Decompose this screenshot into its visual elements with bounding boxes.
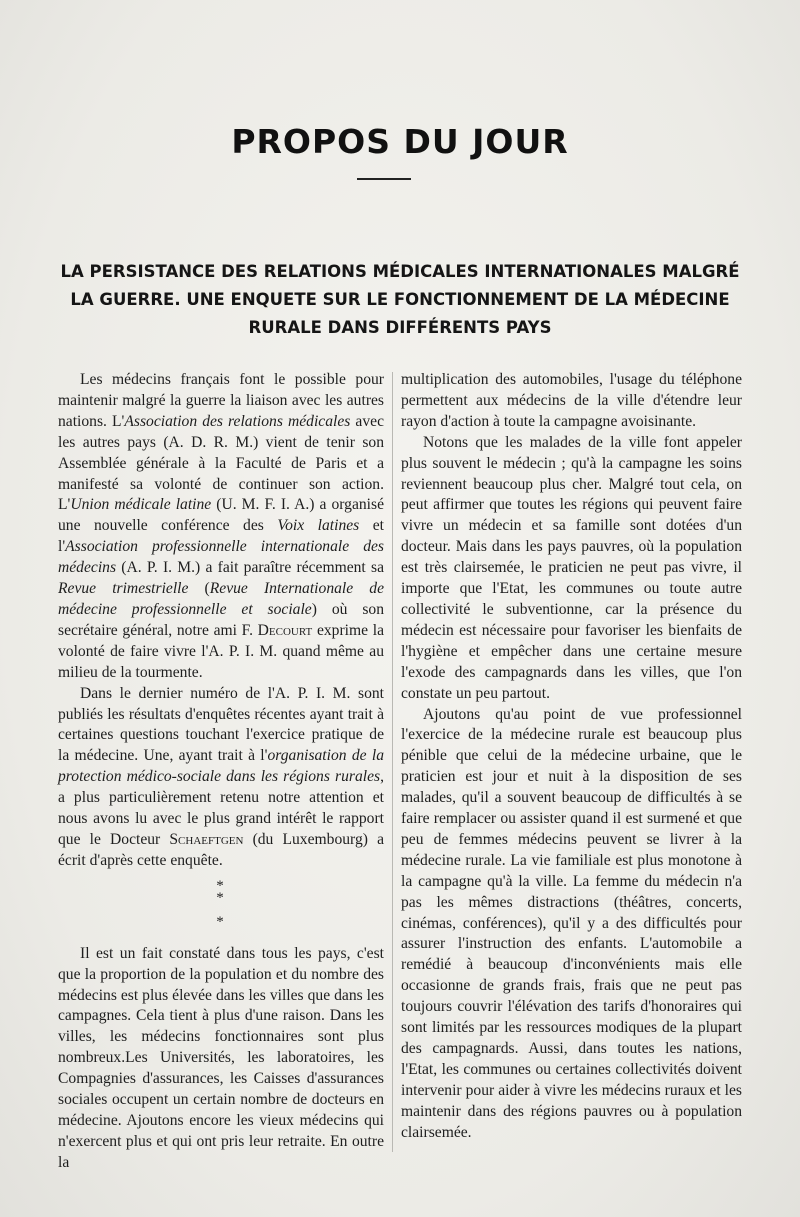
title-rule: [357, 178, 411, 180]
article-subtitle: LA PERSISTANCE DES RELATIONS MÉDICALES INTERNATIONALES MALGRÉ LA GUERRE. UNE ENQUETE SUR LE FONCTIONNEMENT DE LA MÉDECINE RURALE DANS DIFFÉRENTS PAYS: [60, 262, 740, 337]
section-separator-asterism: * * *: [216, 877, 226, 930]
paragraph: multiplication des automobiles, l'usage du téléphone permettent aux médecins de la ville d'étendre leur rayon d'action à toute la campagne avoisinante.: [401, 371, 742, 430]
paragraph: Ajoutons qu'au point de vue professionnel l'exercice de la médecine rurale est beaucoup plus pénible que celui de la médecine urbaine, que le praticien est jour et nuit à la disposition de ses malades, qu'il a souvent beaucoup de difficultés à se faire remplacer ou assister quand il est surmené et que peu de femmes médecins peuvent se livrer à la médecine rurale. La vie familiale est plus monotone à la campagne qu'à la ville. La femme du médecin n'a pas les mêmes distractions (théâtres, concerts, cinémas, conférences), qu'il y a des difficultés pour assurer l'instruction des enfants. L'automobile a remédié à beaucoup d'inconvénients mais elle occasionne de grands frais, frais que ne peut pas toujours couvrir l'élévation des tarifs d'honoraires qui sont limités par les ressources modiques de la plupart des campagnards. Aussi, dans toutes les nations, l'Etat, les communes ou certaines collectivités doivent intervenir pour aider à vivre les médecins ruraux et les maintenir dans des régions pauvres ou à population clairsemée.: [401, 705, 742, 1141]
paragraph: Il est un fait constaté dans tous les pays, c'est que la proportion de la population et du nombre des médecins est plus élevée dans les villes que dans les campagnes. Cela tient à plus d'une raison. Dans les villes, les médecins fonctionnaires sont plus nombreux.Les Universités, les laboratoires, les Compagnies d'assurances, les Caisses d'assurances sociales occupent un certain nombre de docteurs en médecine. Ajoutons encore les vieux médecins qui n'exercent plus et qui ont pris leur retraite. En outre la: [58, 944, 384, 1171]
paragraph: Les médecins français font le possible pour maintenir malgré la guerre la liaison avec les autres nations. L'Association des relations médicales avec les autres pays (A. D. R. M.) vient de tenir son Assemblée générale à la Faculté de Paris et a manifesté sa volonté de continuer son action. L'Union médicale latine (U. M. F. I. A.) a organisé une nouvelle conférence des Voix latines et l'Association professionnelle internationale des médecins (A. P. I. M.) a fait paraître récemment sa Revue trimestrielle (Revue Internationale de médecine professionnelle et sociale) où son secrétaire général, notre ami F. Decourt exprime la volonté de faire vivre l'A. P. I. M. quand même au milieu de la tourmente.: [58, 371, 385, 681]
paragraph: Notons que les malades de la ville font appeler plus souvent le médecin ; qu'à la campagne les soins reviennent beaucoup plus cher. Malgré tout cela, on peut affirmer que toutes les régions qui peuvent faire vivre un médecin et sa famille sont dotées d'un docteur. Mais dans les pays pauvres, où la population est très clairsemée, le praticien ne peut pas vivre, il importe que l'Etat, les communes ou toute autre collectivité le subventionne, car la présence du médecin est nécessaire pour favoriser les bienfaits de l'hygiène et empêcher dans une certaine mesure l'exode des campagnards dans les villes, que l'on constate un peu partout.: [401, 433, 742, 702]
right-column: [401, 370, 742, 1144]
left-column: [58, 370, 384, 1174]
page-title: PROPOS DU JOUR: [231, 122, 569, 161]
column-gutter: [392, 372, 393, 1152]
paragraph: Dans le dernier numéro de l'A. P. I. M. sont publiés les résultats d'enquêtes récentes ayant trait à certaines questions touchant l'exercice pratique de la médecine. Une, ayant trait à l'organisation de la protection médico-sociale dans les régions rurales, a plus particulièrement retenu notre attention et nous avons lu avec le plus grand intérêt le rapport que le Docteur Schaeftgen (du Luxembourg) a écrit d'après cette enquête.: [58, 684, 384, 869]
